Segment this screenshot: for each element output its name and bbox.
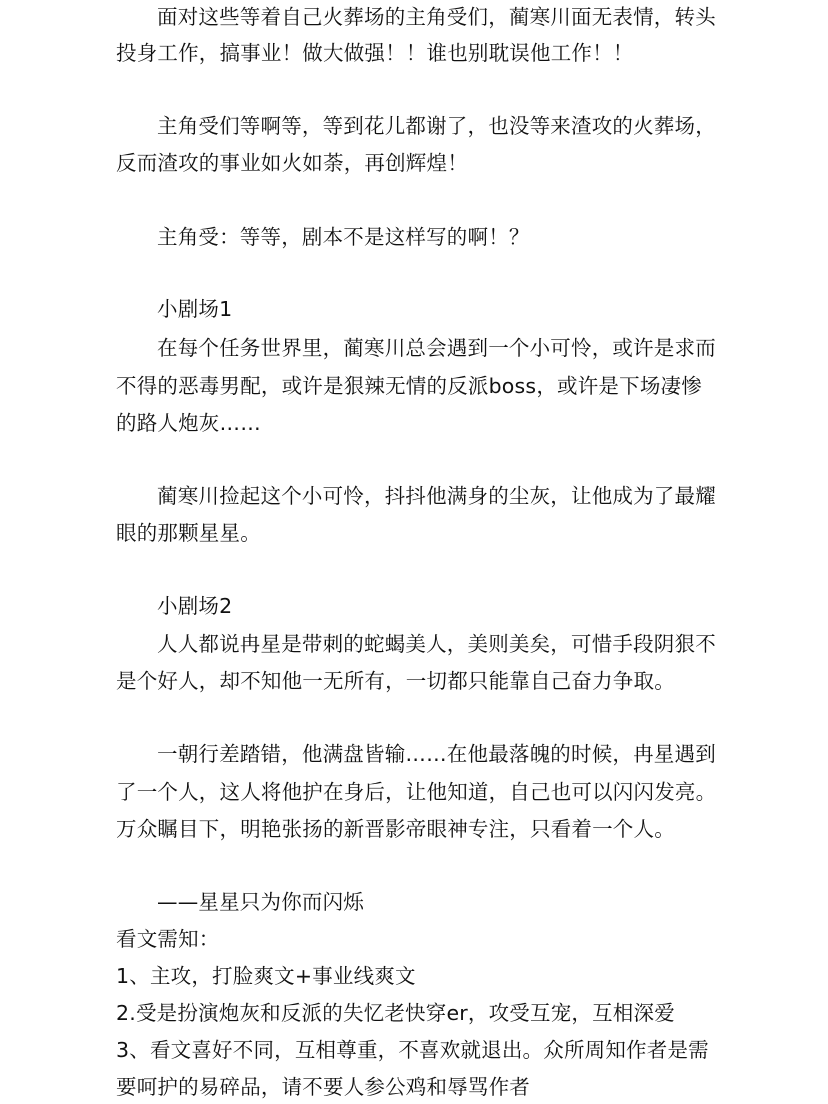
text-line: 一朝行差踏错，他满盘皆输……在他最落魄的时候，冉星遇到	[157, 742, 716, 766]
section-heading: 小剧场1	[157, 297, 233, 321]
notice-item: 3、看文喜好不同，互相尊重，不喜欢就退出。众所周知作者是需	[116, 1038, 709, 1062]
notice-item: 要呵护的易碎品，请不要人参公鸡和辱骂作者	[116, 1075, 530, 1099]
text-line: 不得的恶毒男配，或许是狠辣无情的反派boss，或许是下场凄惨	[116, 374, 702, 398]
text-line: 主角受们等啊等，等到花儿都谢了，也没等来渣攻的火葬场，	[157, 114, 716, 138]
text-line: 了一个人，这人将他护在身后，让他知道，自己也可以闪闪发亮。	[116, 780, 717, 804]
notice-heading: 看文需知：	[116, 927, 220, 951]
text-line: 眼的那颗星星。	[116, 521, 261, 545]
text-line: 人人都说冉星是带刺的蛇蝎美人，美则美矣，可惜手段阴狠不	[157, 632, 716, 656]
notice-item: 2.受是扮演炮灰和反派的失忆老快穿er，攻受互宠，互相深爱	[116, 1001, 675, 1025]
text-line: 面对这些等着自己火葬场的主角受们，蔺寒川面无表情，转头	[157, 5, 716, 29]
text-line: 反而渣攻的事业如火如荼，再创辉煌！	[116, 151, 468, 175]
text-line: 主角受：等等，剧本不是这样写的啊！？	[157, 225, 530, 249]
text-line: 在每个任务世界里，蔺寒川总会遇到一个小可怜，或许是求而	[157, 336, 716, 360]
notice-item: 1、主攻，打脸爽文+事业线爽文	[116, 964, 416, 988]
section-heading: 小剧场2	[157, 594, 233, 618]
tagline: ——星星只为你而闪烁	[157, 890, 364, 914]
text-line: 蔺寒川捡起这个小可怜，抖抖他满身的尘灰，让他成为了最耀	[157, 484, 716, 508]
text-line: 是个好人，却不知他一无所有，一切都只能靠自己奋力争取。	[116, 669, 675, 693]
text-line: 投身工作，搞事业！做大做强！！谁也别耽误他工作！！	[116, 41, 634, 65]
text-line: 万众瞩目下，明艳张扬的新晋影帝眼神专注，只看着一个人。	[116, 817, 675, 841]
text-line: 的路人炮灰……	[116, 411, 261, 435]
